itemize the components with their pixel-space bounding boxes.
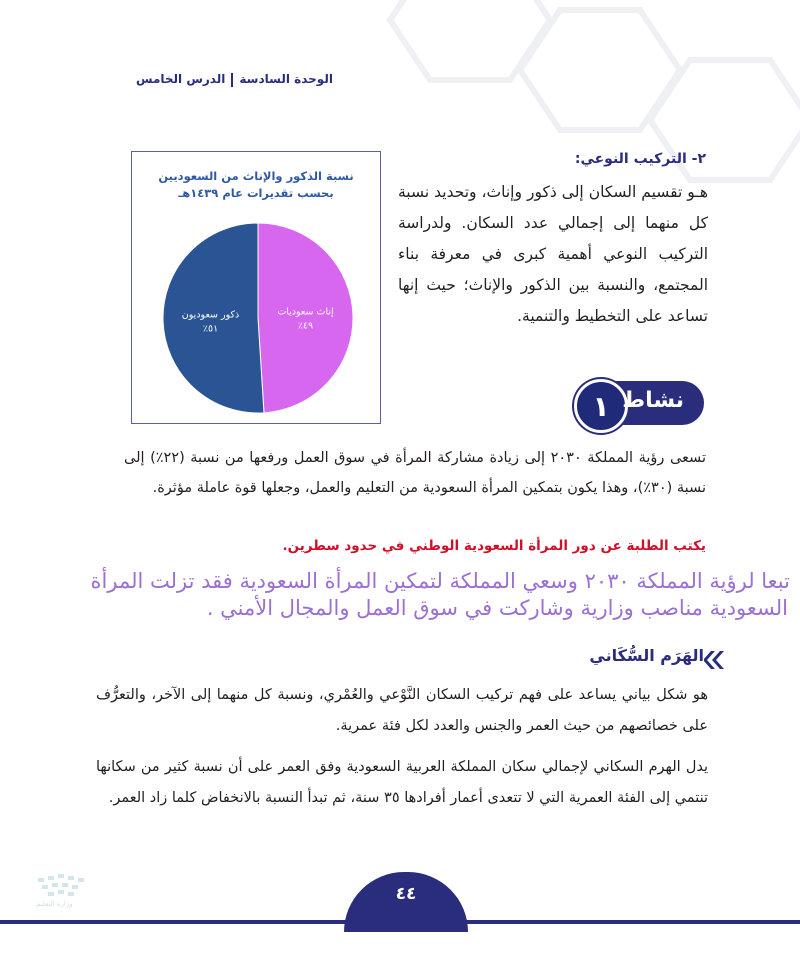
activity-text: تسعى رؤية المملكة ٢٠٣٠ إلى زيادة مشاركة المرأة في سوق العمل ورفعها من نسبة (٢٢٪) إلى نسبة (٣٠٪)، وهذا يكون بتمكين المرأة السعودية من التعليم والعمل، وجعلها قوة عاملة مؤثرة.: [124, 450, 706, 496]
section-body: هـو تقسيم السكان إلى ذكور وإناث، وتحديد نسبة كل منهما إلى إجمالي عدد السكان. ولدراسة التركيب النوعي أهمية كبرى في معرفة بناء المجتمع، والنسبة بين الذكور والإناث؛ حيث إنها تساعد على التخطيط والتنمية.: [398, 183, 708, 325]
section-number: ٢-: [691, 151, 706, 167]
unit-lesson-header: [136, 72, 333, 87]
pyramid-heading: الهَرَم السُّكَاني: [589, 646, 704, 665]
pie-slice-name-1: إناث سعوديات: [277, 306, 334, 318]
activity-badge: [574, 381, 704, 425]
pie-slice-1: [258, 223, 353, 413]
pyramid-paragraph-2: يدل الهرم السكاني لإجمالي سكان المملكة العربية السعودية وفق العمر على أن نسبة كثير من سكانها تنتمي إلى الفئة العمرية التي لا تتعدى أعمار أفرادها ٣٥ سنة، ثم تبدأ النسبة بالانخفاض كلما زاد العمر.: [96, 759, 708, 806]
answer-line-1: تبعا لرؤية المملكة ٢٠٣٠ وسعي المملكة لتمكين المرأة السعودية فقد تزلت المرأة: [90, 569, 790, 593]
pie-slice-name-2: ذكور سعوديون: [181, 309, 240, 321]
header-separator: [231, 73, 233, 87]
activity-label: نشاط: [622, 388, 684, 413]
section-heading: [466, 151, 706, 167]
lesson-label: الدرس الخامس: [136, 72, 226, 86]
pie-slice-value-1: ٤٩٪: [297, 320, 314, 332]
answer-input[interactable]: [10, 568, 790, 622]
pie-slice-value-2: ٥١٪: [202, 323, 219, 335]
double-chevron-icon: [704, 651, 724, 669]
unit-label: الوحدة السادسة: [239, 72, 333, 86]
pie-chart: [132, 152, 380, 423]
section-title: التركيب النوعي:: [574, 151, 687, 167]
activity-number: ١: [574, 379, 628, 433]
chart-title: نسبة الذكور والإناث من السعوديين: [158, 169, 354, 183]
pyramid-paragraph-1: هو شكل بياني يساعد على فهم تركيب السكان النَّوْعي والعُمْري، ونسبة كل منهما إلى الآخر، والتعرُّف على خصائصهم من حيث العمر والجنس والعدد لكل فئة عمرية.: [96, 687, 708, 734]
page-number: ٤٤: [395, 884, 417, 904]
pie-chart-box: [131, 151, 381, 424]
answer-line-2: السعودية مناصب وزارية وشاركت في سوق العمل والمجال الأمني .: [206, 596, 788, 620]
chart-subtitle: بحسب تقديرات عام ١٤٣٩هـ: [178, 186, 334, 200]
ministry-logo-text: وزارة التعليم: [36, 900, 73, 908]
page-number-tab: [344, 872, 468, 932]
activity-task: يكتب الطلبة عن دور المرأة السعودية الوطني في حدود سطرين.: [282, 538, 706, 554]
